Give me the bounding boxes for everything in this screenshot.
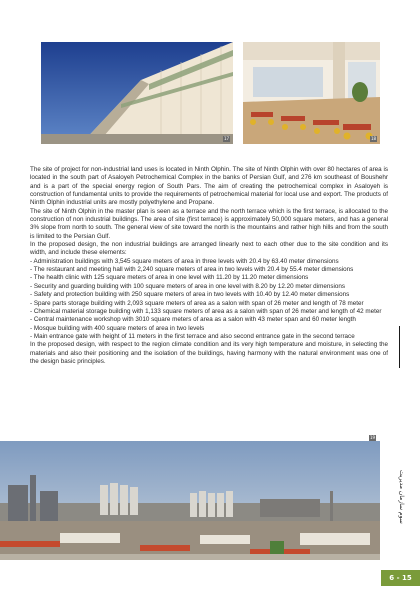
list-item: - Main entrance gate with height of 11 meters in the first terrace and also second entrance gate in the second terrace [30,332,355,340]
paragraph: The site of Ninth Olphin in the master plan is seen as a terrace and the north terrace which is the first terrace, is allocated to the construction of non industrial buildings. The area of site (first terrace) is approximately 50,000 square meters, and has a general 3% slope from north to south. The general view of site toward the north is the mountains and rather high hills and from the south is limited to the Persian Gulf. [30,207,388,240]
figure-number: 19 [369,435,376,440]
photo-restaurant-interior [243,42,380,144]
list-item: - Security and guarding building with 100 square meters of area in one level with 8.20 by 12.20 meter dimensions [30,282,346,290]
photo-petrochemical-complex [0,435,380,560]
figure-number: 18 [370,136,377,141]
paragraph: In the proposed design, with respect to the region climate condition and its very high temperature and moisture, in selecting the materials and also their positioning and the isolation of the buildings, having harmony with the natural environment was one of the design basic principles. [30,341,388,365]
list-item: - Safety and protection building with 250 square meters of area in two levels with 10.40 by 12.40 meter dimensions [30,291,350,299]
list-item: - Administration buildings with 3,545 square meters of area in three levels with 20.4 by 63.40 meter dimensions [30,257,339,265]
margin-rule [399,326,400,368]
list-item: - Chemical material storage building with 1,133 square meters of area as a salon with span of 26 meter and length of 42 meter [30,307,382,315]
sidebar-vertical-title: سوم سازمان مدیریت [398,470,405,524]
list-item: - Central maintenance workshop with 3010 square meters of area as a salon with 43 meter span and 60 meter length [30,316,356,324]
figure-number: 17 [223,136,230,141]
body-text [30,166,388,366]
paragraph: In the proposed design, the non industrial buildings are arranged linearly next to each other due to the site condition and its width, and include these elements: [30,241,388,257]
photo-building-facade [41,42,233,144]
page-number-badge: 6 - 15 [381,570,420,586]
list-item: - Spare parts storage building with 2,093 square meters of area as a salon with span of 26 meter and length of 78 meter [30,299,364,307]
list-item: - The restaurant and meeting hall with 2,240 square meters of area in two levels with 20.4 by 55.4 meter dimensions [30,266,354,274]
list-item: - The health clinic with 125 square meters of area in one level with 11.20 by 11.20 meter dimensions [30,274,309,282]
list-item: - Mosque building with 400 square meters of area in two levels [30,324,205,332]
paragraph: The site of project for non-industrial land uses is located in Ninth Olphin. The site of Ninth Olphin with over 80 hectares of area is located in the south part of Asaloyeh Petrochemical Complex in the banks of Persian Gulf, and 276 km southeast of Boushehr and is a part of the special energy region of South Pars. The aim of creating the petrochemical complex in Asaloyeh is construction of fundamental units to provide the requirements of petrochemical material for local use and export. The products of Ninth Olphin industrial units are mostly polyethylene and Propane. [30,166,388,207]
